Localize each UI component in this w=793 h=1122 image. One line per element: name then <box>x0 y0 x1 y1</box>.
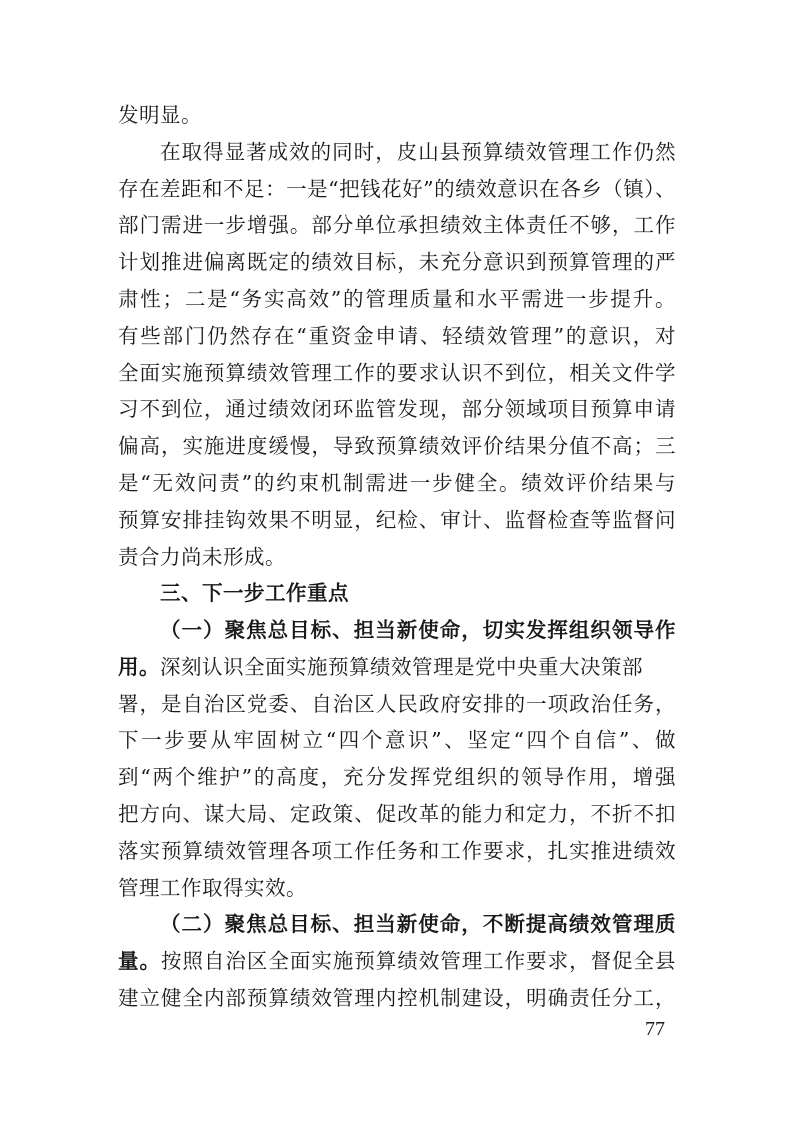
text-line: 偏高，实施进度缓慢，导致预算绩效评价结果分值不高；三 <box>118 434 676 458</box>
text-line: 肃性；二是“务实高效”的管理质量和水平需进一步提升。 <box>118 287 676 311</box>
subsection-heading-end: 量。 <box>118 949 161 973</box>
text-line: 到“两个维护”的高度，充分发挥党组织的领导作用，增强 <box>118 765 676 789</box>
text-line: 建立健全内部预算绩效管理内控机制建设，明确责任分工， <box>118 986 676 1010</box>
text-line: 存在差距和不足：一是“把钱花好”的绩效意识在各乡（镇）、 <box>118 177 676 201</box>
text-line: 计划推进偏离既定的绩效目标，未充分意识到预算管理的严 <box>118 250 676 274</box>
text-line: 落实预算绩效管理各项工作任务和工作要求，扎实推进绩效 <box>118 839 676 863</box>
text-line: 预算安排挂钩效果不明显，纪检、审计、监督检查等监督问 <box>118 508 676 532</box>
subsection-heading: （一）聚焦总目标、担当新使命，切实发挥组织领导作 <box>160 618 676 642</box>
text-line <box>118 650 676 684</box>
text-line: 习不到位，通过绩效闭环监管发现，部分领域项目预算申请 <box>118 397 676 421</box>
subsection-heading-end: 用。 <box>118 655 160 679</box>
page-number: 77 <box>645 1018 665 1040</box>
text-line: 部门需进一步增强。部分单位承担绩效主体责任不够，工作 <box>118 213 676 237</box>
section-heading: 三、下一步工作重点 <box>160 581 349 605</box>
text-line: 署，是自治区党委、自治区人民政府安排的一项政治任务， <box>118 692 676 716</box>
text-line: 责合力尚未形成。 <box>118 545 286 569</box>
text-line <box>118 944 676 978</box>
text-line: 下一步要从牢固树立“四个意识”、坚定“四个自信”、做 <box>118 728 676 752</box>
text-line: 把方向、谋大局、定政策、促改革的能力和定力，不折不扣 <box>118 802 676 826</box>
text-line: 发明显。 <box>118 103 202 127</box>
text-line: 在取得显著成效的同时，皮山县预算绩效管理工作仍然 <box>160 140 676 164</box>
text-run: 按照自治区全面实施预算绩效管理工作要求，督促全县 <box>160 949 677 973</box>
text-run: 深刻认识全面实施预算绩效管理是党中央重大决策部 <box>160 655 643 679</box>
text-line: 管理工作取得实效。 <box>118 876 307 900</box>
subsection-heading: （二）聚焦总目标、担当新使命，不断提高绩效管理质 <box>160 912 676 936</box>
text-line: 是“无效问责”的约束机制需进一步健全。绩效评价结果与 <box>118 471 676 495</box>
text-line: 有些部门仍然存在“重资金申请、轻绩效管理”的意识，对 <box>118 324 676 348</box>
text-line: 全面实施预算绩效管理工作的要求认识不到位，相关文件学 <box>118 361 676 385</box>
